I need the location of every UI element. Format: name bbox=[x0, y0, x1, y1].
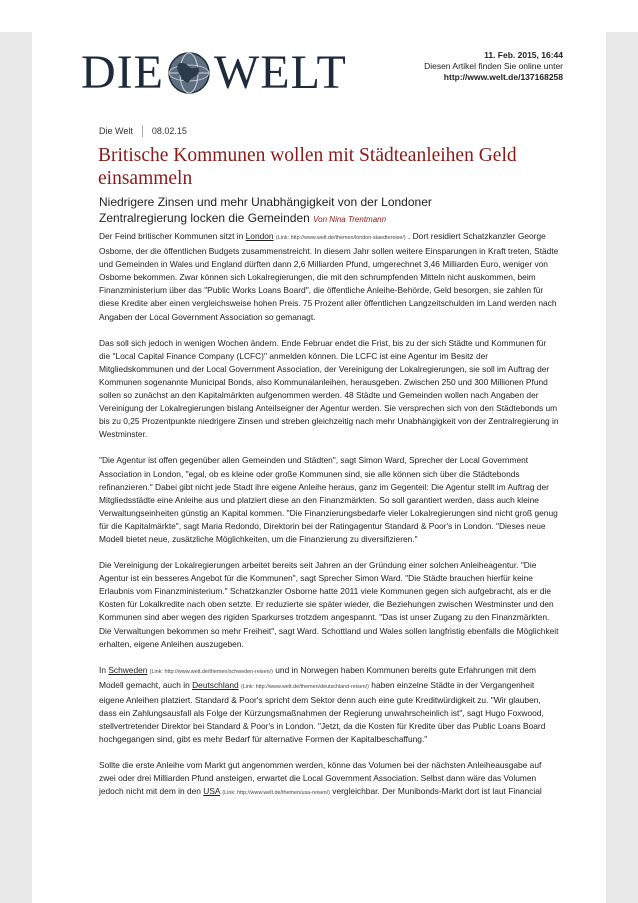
article-subhead bbox=[99, 194, 499, 228]
link-london[interactable]: London bbox=[245, 231, 274, 241]
link-url-deutschland: (Link: http://www.welt.de/themen/deutschland-reisen/) bbox=[241, 683, 369, 690]
paragraph-2: Das soll sich jedoch in wenigen Wochen ändern. Ende Februar endet die Frist, bis zu der sich Städte und Kommunen für die "Local Capital Finance Company (LCFC)" anmelden können. Die LCFC ist eine Agentur im Besitz der Mitgliedskommunen und der Local Government Association, der Vereinigung der Lokalregierungen, sie soll im Auftrag der Kommunen sogenannte Municipal Bonds, also Kommunalanleihen, herausgeben. Zwischen 250 und 300 Millionen Pfund sollen so zunächst an den Kapitalmärkten aufgenommen werden. 48 Städte und Gemeinden wollen nach Angaben der Vereinigung der Lokalregierungen bislang Anteilseigner der Agentur werden. Sie versprechen sich von den Städtebonds um bis zu 0,25 Prozentpunkte niedrigere Zinsen und streben gleichzeitig nach mehr Unabhängigkeit von der Zentralregierung in Westminster. bbox=[99, 337, 559, 440]
article-author: Von Nina Trentmann bbox=[313, 215, 387, 224]
link-url-london: (Link: http://www.welt.de/themen/london-staedtereise/) bbox=[275, 235, 406, 241]
paragraph-6 bbox=[99, 759, 559, 800]
source-separator bbox=[142, 125, 143, 137]
paragraph-1 bbox=[99, 230, 559, 324]
link-url-usa: (Link: http://www.welt.de/themen/usa-reisen/) bbox=[222, 790, 330, 797]
text-run: Sollte die erste Anleihe vom Markt gut angenommen werden, könne das Volumen bei der nächsten Anleiheausgabe auf zwei oder drei Milliarden Pfund ansteigen, erwartet die Local Government Association. Selbst dann wäre das Volumen jedoch nicht mit dem in den bbox=[99, 760, 542, 797]
text-run: haben einzelne Städte in der Vergangenheit eigene Anleihen platziert. Standard & Poor's spricht dem Sektor denn auch eine gute Kreditwürdigkeit zu. "Wir glauben, dass ein Zahlungsausfall als Folge der Kürzungsmaßnahmen der Regierung unwahrscheinlich ist", sagt Hugo Foxwood, stellvertretender Direktor bei Standard & Poor's in London. "Jetzt, da die Kosten für Kredite über das Public Loans Board hochgegangen sind, gibt es mehr Bedarf für alternative Formen der Kapitalbeschaffung." bbox=[99, 679, 546, 745]
logo-word-welt: WELT bbox=[213, 46, 347, 99]
subhead-text: Niedrigere Zinsen und mehr Unabhängigkeit von der Londoner Zentralregierung locken die Gemeinden bbox=[99, 195, 432, 225]
article-body bbox=[99, 230, 559, 814]
text-run: . Dort residiert Schatzkanzler George Osborne, der die öffentlichen Budgets zusammenstreicht. In diesem Jahr sollen weitere Einsparungen in Kraft treten, Städte und Gemeinden in Wales und England dürften dann 2,6 Milliarden Pfund, umgerechnet 3,46 Milliarden Euro, weniger von Osborne bekommen. Zwar können sich Lokalregierungen, die mit den schrumpfenden Mitteln nicht auskommen, beim Finanzministerium über das "Public Works Loans Board", die öffentliche Anleihe-Behörde, Geld besorgen, sie zahlen für diese Kredite aber einen vergleichsweise hohen Preis. 75 Prozent aller öffentlichen Langzeitschulden im Land werden nach Angaben der Local Government Association so gemanagt. bbox=[99, 231, 559, 322]
page-margin-right bbox=[606, 32, 638, 903]
publication-date: 08.02.15 bbox=[151, 126, 187, 136]
paragraph-5 bbox=[99, 664, 559, 747]
article-url[interactable]: http://www.welt.de/137168258 bbox=[443, 72, 563, 82]
paragraph-3: "Die Agentur ist offen gegenüber allen Gemeinden und Städten", sagt Simon Ward, Sprecher der Local Government Association in London, "egal, ob es kleine oder große Kommunen sind, sie alle können sich über die Städtebonds refinanzieren." Dabei gibt nicht jede Stadt ihre eigene Anleihe heraus, ganz im Gegenteil: Die Agentur stellt im Auftrag der Mitgliedsstädte eine Anleihe aus und platziert diese an den Finanzmärkten. So soll garantiert werden, dass auch kleine Verwaltungseinheiten günstig an Kapital kommen. "Die Finanzierungsbedarfe vieler Lokalregierungen sind nicht groß genug für die Kapitalmärkte", sagt Maria Redondo, Direktorin bei der Ratingagentur Standard & Poor's in London. "Dieses neue Modell bietet neue, zusätzliche Möglichkeiten, um die Finanzierung zu diversifizieren." bbox=[99, 455, 558, 544]
link-schweden[interactable]: Schweden bbox=[108, 664, 148, 675]
online-note: Diesen Artikel finden Sie online unter bbox=[424, 61, 563, 71]
link-usa[interactable]: USA bbox=[203, 786, 221, 797]
source-line bbox=[99, 125, 187, 137]
paragraph-4: Die Vereinigung der Lokalregierungen arbeitet bereits seit Jahren an der Gründung einer solchen Anleiheagentur. "Die Agentur ist ein besseres Angebot für die Kommunen", sagt Sprecher Simon Ward. "Die Städte brauchen hierfür keine Erlaubnis vom Finanzministerium." Schatzkanzler Osborne hatte 2011 viele Kommunen gegen sich aufgebracht, als er die Kosten für Lokalkredite nach oben setzte. Er reduzierte sie später wieder, die Beziehungen zwischen Westminster und den Kommunen sind aber wegen des rigiden Sparkurses trotzdem angespannt. "Das ist unser Zugang zu den Finanzmärkten. Die Verwaltungen bekommen so mehr Freiheit", sagt Ward. Schottland und Wales sollen langfristig ebenfalls die Möglichkeit erhalten, eigene Anleihen auszugeben. bbox=[99, 560, 559, 649]
link-deutschland[interactable]: Deutschland bbox=[192, 679, 239, 690]
text-run: und in Norwegen haben Kommunen bereits gute Erfahrungen mit dem Modell gemacht, auch in bbox=[99, 664, 536, 690]
page-margin-left bbox=[0, 32, 32, 903]
print-date: 11. Feb. 2015, 16:44 bbox=[484, 50, 563, 60]
logo-word-die: DIE bbox=[81, 46, 164, 99]
article-meta bbox=[424, 50, 563, 83]
text-run: In bbox=[99, 664, 109, 675]
publication-name: Die Welt bbox=[99, 126, 133, 136]
link-url-schweden: (Link: http://www.welt.de/themen/schweden-reisen/) bbox=[149, 668, 273, 675]
text-run: vergleichbar. Der Munibonds-Markt dort ist laut Financial bbox=[329, 786, 542, 797]
globe-icon bbox=[166, 50, 212, 96]
article-headline: Britische Kommunen wollen mit Städteanleihen Geld einsammeln bbox=[98, 145, 517, 189]
text-run: Der Feind britischer Kommunen sitzt in bbox=[99, 231, 246, 241]
die-welt-logo bbox=[81, 46, 347, 100]
